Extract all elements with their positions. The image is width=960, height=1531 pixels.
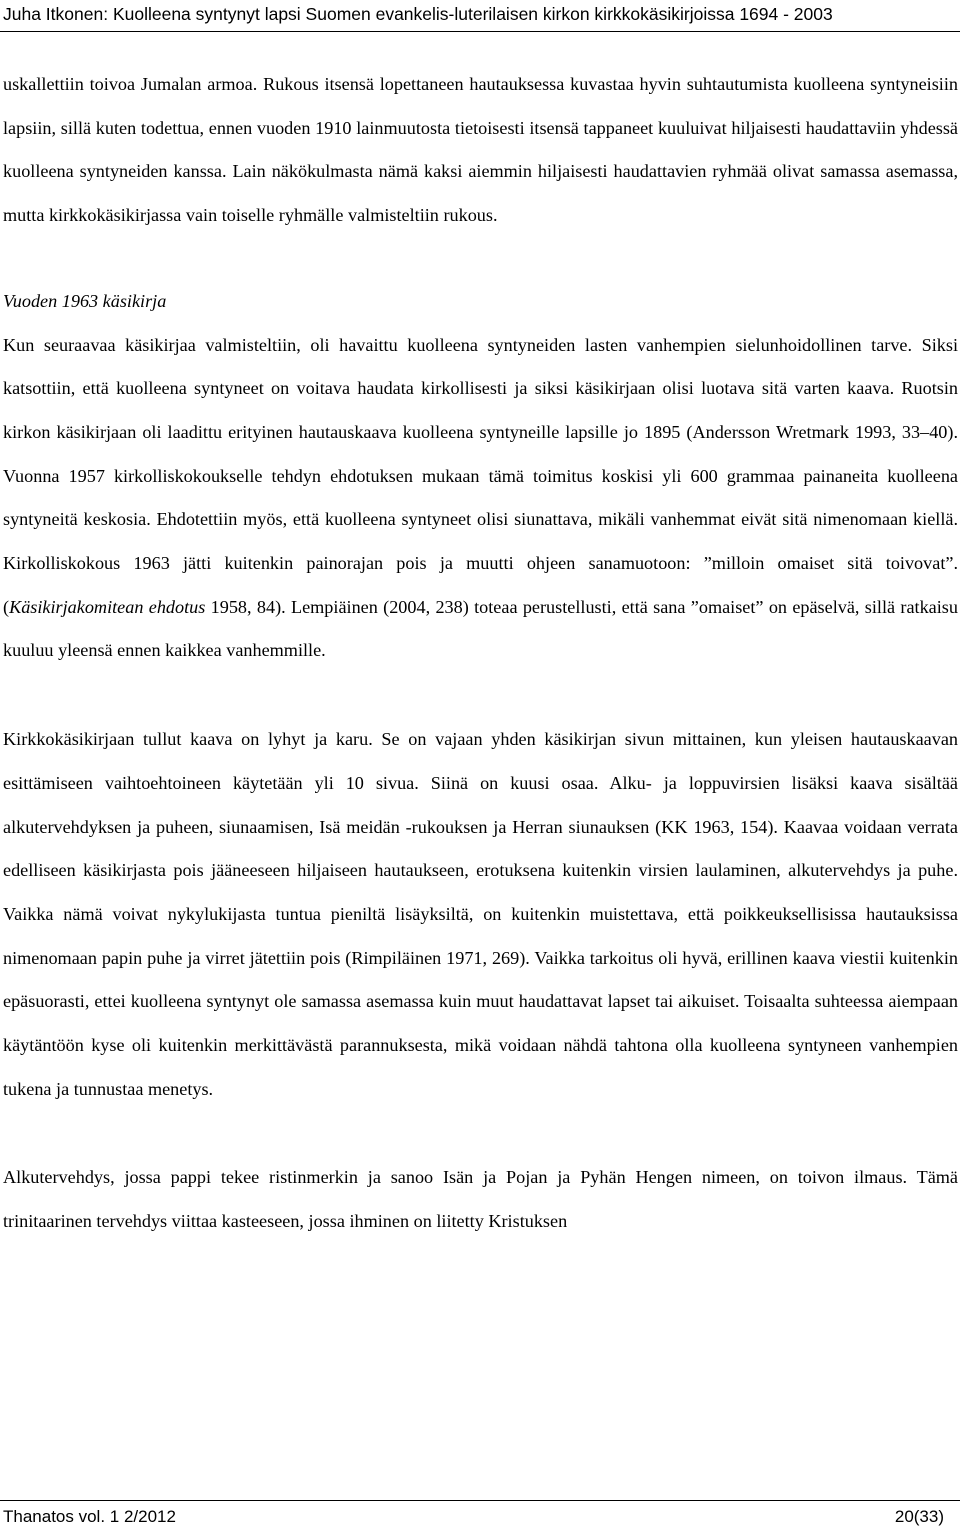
page-footer bbox=[0, 1500, 960, 1531]
running-header-title: Juha Itkonen: Kuolleena syntynyt lapsi Suomen evankelis-luterilaisen kirkon kirkkokäsikirjoissa 1694 - 2003 bbox=[3, 4, 833, 24]
running-header bbox=[0, 2, 960, 32]
paragraph-funeral-order: Kirkkokäsikirjaan tullut kaava on lyhyt ja karu. Se on vajaan yhden käsikirjan sivun mittainen, kun yleisen hautauskaavan esittämiseen vaihtoehtoineen käytetään yli 10 sivua. Siinä on kuusi osaa. Alku- ja loppuvirsien lisäksi kaava sisältää alkutervehdyksen ja puheen, siunaamisen, Isä meidän -rukouksen ja Herran siunauksen (KK 1963, 154). Kaavaa voidaan verrata edelliseen käsikirjasta pois jääneeseen hiljaiseen hautaukseen, erotuksena kuitenkin virsien laulaminen, alkutervehdys ja puhe. Vaikka nämä voivat nykylukijasta tuntua pieniltä lisäyksiltä, on kuitenkin muistettava, että poikkeuksellisissa hautauksissa nimenomaan papin puhe ja virret jätettiin pois (Rimpiläinen 1971, 269). Vaikka tarkoitus oli hyvä, erillinen kaava viestii kuitenkin epäsuorasti, ettei kuolleena syntynyt ole samassa asemassa kuin muut haudattavat lapset tai aikuiset. Toisaalta suhteessa aiempaan käytäntöön kyse oli kuitenkin merkittävästä parannuksesta, mikä voidaan nähdä tahtona olla kuolleena syntyneen vanhempien tukena ja tunnustaa menetys. bbox=[3, 729, 958, 1099]
article-body bbox=[3, 63, 958, 1244]
section-heading: Vuoden 1963 käsikirja bbox=[3, 290, 167, 311]
paragraph-text: Kun seuraavaa käsikirjaa valmisteltiin, oli havaittu kuolleena syntyneiden lasten vanhempien sielunhoidollinen tarve. Siksi katsottiin, että kuolleena syntyneet on voitava haudata kirkollisesti ja siksi käsikirjaan olisi luotava sitä varten kaava. Ruotsin kirkon käsikirjaan oli laadittu erityinen hautauskaava kuolleena syntyneille lapsille jo 1895 (Andersson Wretmark 1993, 33–40). Vuonna 1957 kirkolliskokoukselle tehdyn ehdotuksen mukaan tämä toimitus koskisi yli 600 grammaa painaneita kuolleena syntyneitä keskosia. Ehdotettiin myös, että kuolleena syntyneet olisi siunattava, mikäli vanhemmat eivät sitä nimenomaan kiellä. Kirkolliskokous 1963 jätti kuitenkin painorajan pois ja muutti ohjeen sanamuotoon: ”milloin omaiset sitä toivovat”. ( bbox=[3, 334, 958, 617]
footer-page-number: 20(33) bbox=[894, 1507, 944, 1526]
paragraph-gap bbox=[3, 1111, 958, 1156]
paragraph-1963-handbook bbox=[3, 324, 958, 674]
footer-journal: Thanatos vol. 1 2/2012 bbox=[3, 1507, 176, 1526]
paragraph-gap bbox=[3, 673, 958, 718]
paragraph-intro: uskallettiin toivoa Jumalan armoa. Rukous itsensä lopettaneen hautauksessa kuvastaa hyvin suhtautumista kuolleena syntyneisiin lapsiin, sillä kuten todettua, ennen vuoden 1910 lainmuutosta tietoisesti itsensä tappaneet kuuluivat hiljaisesti haudattaviin yhdessä kuolleena syntyneiden kanssa. Lain näkökulmasta nämä kaksi aiemmin hiljaisesti haudattavien ryhmää olivat samassa asemassa, mutta kirkkokäsikirjassa vain toiselle ryhmälle valmisteltiin rukous. bbox=[3, 74, 958, 226]
paragraph-greeting: Alkutervehdys, jossa pappi tekee ristinmerkin ja sanoo Isän ja Pojan ja Pyhän Hengen nimeen, on toivon ilmaus. Tämä trinitaarinen tervehdys viittaa kasteeseen, jossa ihminen on liitetty Kristuksen bbox=[3, 1167, 958, 1232]
paragraph-gap bbox=[3, 238, 958, 280]
paragraph-text: 1958, 84). Lempiäinen (2004, 238) toteaa perustellusti, että sana ”omaiset” on epäselvä, sillä ratkaisu kuuluu yleensä ennen kaikkea vanhemmille. bbox=[3, 596, 958, 661]
italic-citation: Käsikirjakomitean ehdotus bbox=[9, 596, 206, 617]
